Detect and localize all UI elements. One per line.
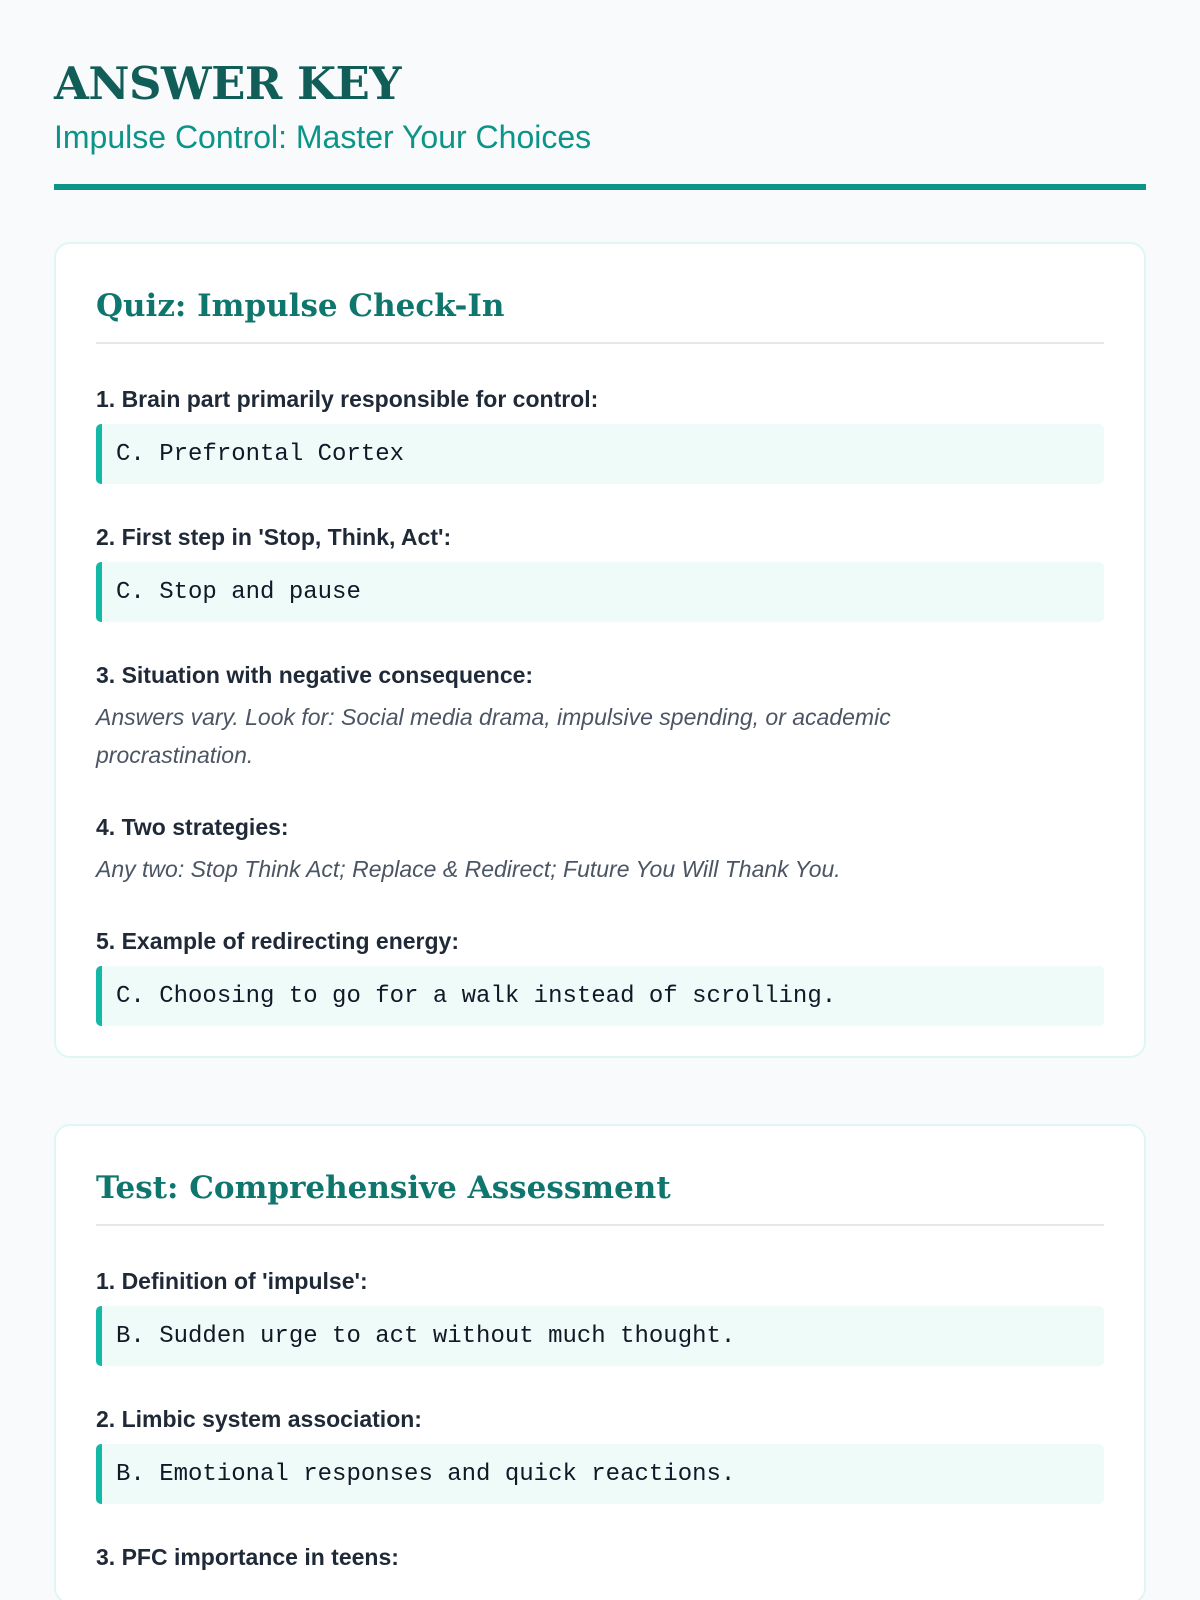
answer-choice: C. Choosing to go for a walk instead of scrolling.	[96, 966, 1104, 1026]
quiz-question	[96, 660, 1104, 774]
test-question	[96, 1542, 1104, 1572]
question-label: 5. Example of redirecting energy:	[96, 928, 460, 954]
question-label: 3. Situation with negative consequence:	[96, 662, 534, 688]
document-subtitle: Impulse Control: Master Your Choices	[54, 119, 592, 155]
test-section	[54, 1124, 1146, 1600]
answer-choice: C. Stop and pause	[96, 562, 1104, 622]
answer-choice: C. Prefrontal Cortex	[96, 424, 1104, 484]
quiz-question	[96, 926, 1104, 1026]
document-header	[54, 0, 1146, 190]
question-label: 4. Two strategies:	[96, 814, 289, 840]
quiz-question	[96, 522, 1104, 622]
header-divider	[54, 184, 1146, 190]
quiz-section	[54, 242, 1146, 1058]
question-label: 2. Limbic system association:	[96, 1406, 422, 1432]
quiz-question	[96, 812, 1104, 888]
quiz-question	[96, 384, 1104, 484]
test-question	[96, 1266, 1104, 1366]
test-section-title: Test: Comprehensive Assessment	[96, 1166, 1104, 1226]
question-label: 1. Brain part primarily responsible for control:	[96, 386, 599, 412]
question-label: 3. PFC importance in teens:	[96, 1544, 399, 1570]
document-title: ANSWER KEY	[54, 57, 401, 110]
question-label: 1. Definition of 'impulse':	[96, 1268, 368, 1294]
test-question	[96, 1404, 1104, 1504]
answer-choice: B. Emotional responses and quick reactions.	[96, 1444, 1104, 1504]
answer-choice: B. Sudden urge to act without much thought.	[96, 1306, 1104, 1366]
open-answer-guidance: Answers vary. Look for: Social media drama, impulsive spending, or academic procrastination.	[96, 704, 891, 768]
question-label: 2. First step in 'Stop, Think, Act':	[96, 524, 452, 550]
open-answer-guidance: Any two: Stop Think Act; Replace & Redirect; Future You Will Thank You.	[96, 856, 841, 882]
quiz-section-title: Quiz: Impulse Check-In	[96, 284, 1104, 344]
